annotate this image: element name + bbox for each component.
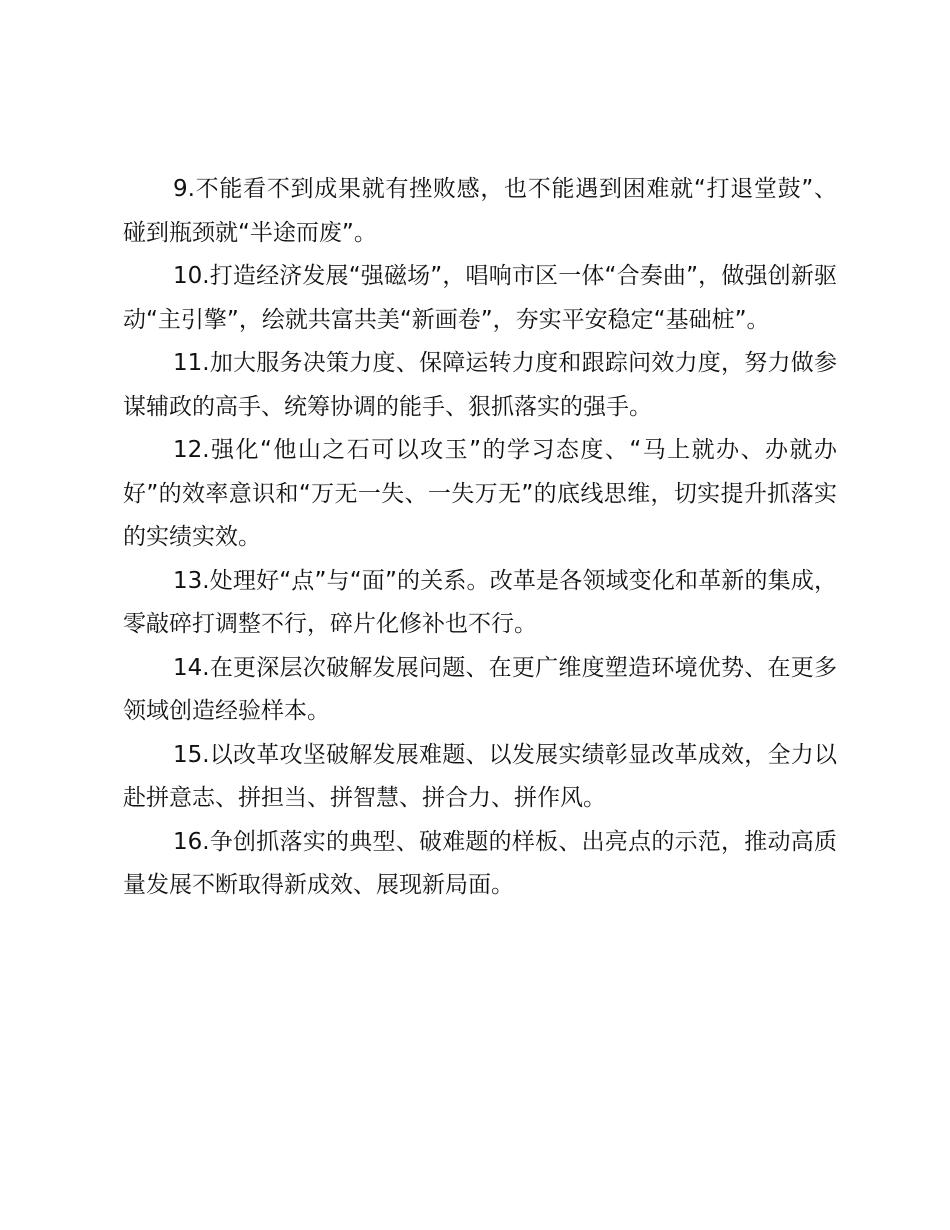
paragraph-9: 9.不能看不到成果就有挫败感，也不能遇到困难就“打退堂鼓”、碰到瓶颈就“半途而废”。 [123, 176, 837, 246]
document-body [123, 168, 837, 908]
paragraph-11: 11.加大服务决策力度、保障运转力度和跟踪问效力度，努力做参谋辅政的高手、统筹协调的能手、狠抓落实的强手。 [123, 350, 837, 420]
paragraph-16: 16.争创抓落实的典型、破难题的样板、出亮点的示范，推动高质量发展不断取得新成效、展现新局面。 [123, 828, 837, 898]
paragraph-15: 15.以改革攻坚破解发展难题、以发展实绩彰显改革成效，全力以赴拼意志、拼担当、拼智慧、拼合力、拼作风。 [123, 741, 837, 811]
paragraph-10: 10.打造经济发展“强磁场”，唱响市区一体“合奏曲”，做强创新驱动“主引擎”，绘就共富共美“新画卷”，夯实平安稳定“基础桩”。 [123, 263, 837, 333]
paragraph-14: 14.在更深层次破解发展问题、在更广维度塑造环境优势、在更多领域创造经验样本。 [123, 654, 837, 724]
paragraph-12: 12.强化“他山之石可以攻玉”的学习态度、“马上就办、办就办好”的效率意识和“万无一失、一失万无”的底线思维，切实提升抓落实的实绩实效。 [123, 437, 837, 550]
paragraph-13: 13.处理好“点”与“面”的关系。改革是各领域变化和革新的集成，零敲碎打调整不行，碎片化修补也不行。 [123, 567, 837, 637]
